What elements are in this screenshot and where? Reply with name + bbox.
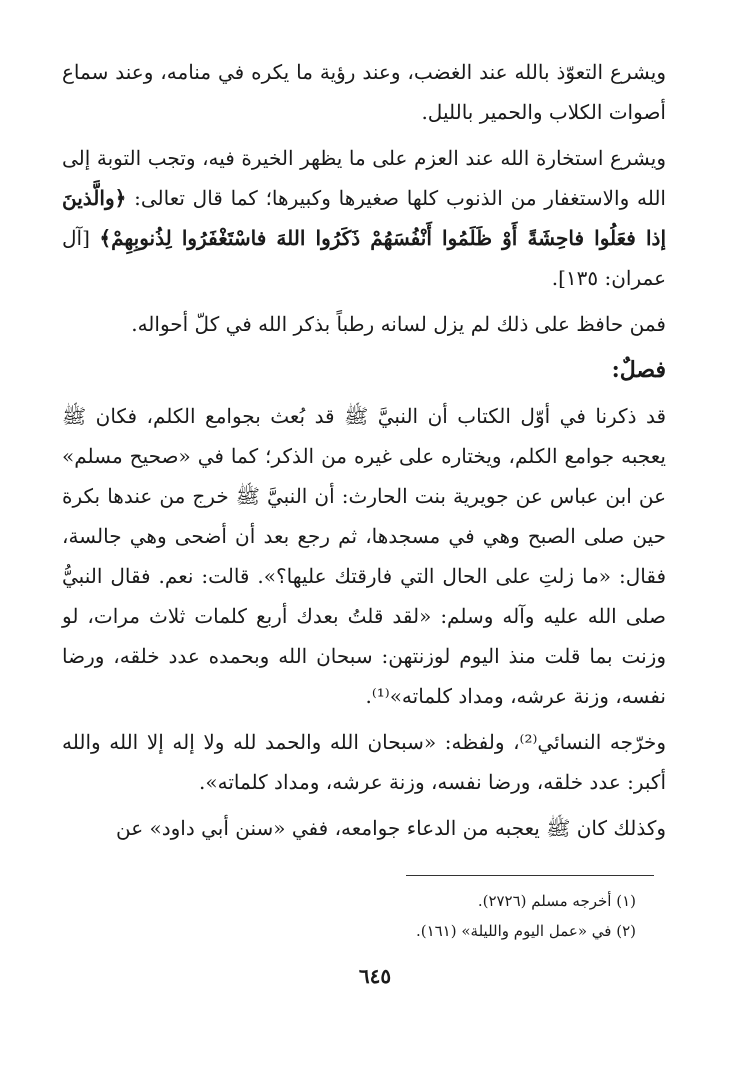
section-heading: فصلٌ: [611, 357, 666, 383]
page-number: ٦٤٥ [358, 964, 392, 988]
verse-reference: [آل عمران: ١٣٥]. [62, 226, 666, 290]
footnote-divider [406, 875, 654, 876]
footnote-2: (٢) في «عمل اليوم والليلة» (١٦١). [415, 922, 636, 940]
quran-verse: ﴿والَّذينَ إذا فعَلُوا فاحِشَةً أَوْ ظَلَمُوا أَنْفُسَهُمْ ذَكَرُوا اللهَ فاسْتَغْفَرُوا لِذُنوبِهِمْ﴾ [62, 186, 666, 250]
footnote-1: (١) أخرجه مسلم (٢٧٢٦). [477, 892, 636, 910]
paragraph-taawwudh: ويشرع التعوّذ بالله عند الغضب، وعند رؤية ما يكره في منامه، وعند سماع أصوات الكلاب والحمير بالليل. [62, 60, 666, 124]
paragraph-jawami-alkalim: قد ذكرنا في أوّل الكتاب أن النبيَّ ﷺ قد بُعث بجوامع الكلم، فكان ﷺ يعجبه جوامع الكلم، ويختاره على غيره من الذكر؛ كما في «صحيح مسلم» عن ابن عباس عن جويرية بنت الحارث: أن النبيَّ ﷺ خرج من عندها بكرة حين صلى الصبح وهي في مسجدها، ثم رجع بعد أن أضحى وهي جالسة، فقال: «ما زلتِ على الحال التي فارقتك عليها؟». قالت: نعم. فقال النبيُّ صلى الله عليه وآله وسلم: «لقد قلتُ بعدك أربع كلمات ثلاث مرات، لو وزنت بما قلت منذ اليوم لوزنتهن: سبحان الله وبحمده عدد خلقه، ورضا نفسه، وزنة عرشه، ومداد كلماته»⁽¹⁾. [62, 404, 667, 708]
paragraph-dhikr: فمن حافظ على ذلك لم يزل لسانه رطباً بذكر الله في كلّ أحواله. [131, 312, 666, 336]
paragraph-nasai: وخرّجه النسائي⁽²⁾، ولفظه: «سبحان الله والحمد لله ولا إله إلا الله والله أكبر: عدد خلقه، ورضا نفسه، وزنة عرشه، ومداد كلماته». [62, 730, 666, 794]
paragraph-istikhara-text: ويشرع استخارة الله عند العزم على ما يظهر الخيرة فيه، وتجب التوبة إلى الله والاستغفار من الذنوب كلها صغيرها وكبيرها؛ كما قال تعالى: [62, 146, 666, 210]
footnotes [300, 886, 636, 946]
paragraph-dua: وكذلك كان ﷺ يعجبه من الدعاء جوامعه، ففي «سنن أبي داود» عن [115, 816, 666, 840]
paragraph-istikhara [62, 138, 666, 298]
page-body [62, 52, 666, 854]
